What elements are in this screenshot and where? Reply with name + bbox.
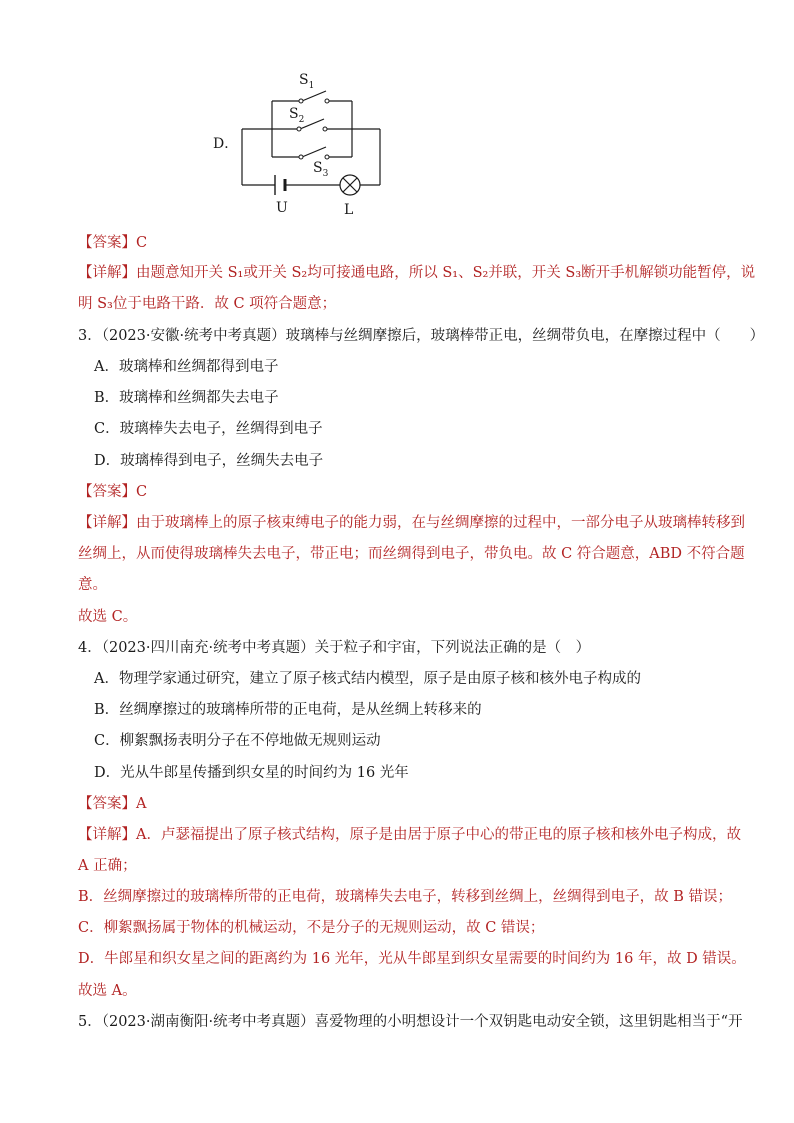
q4-detail-d: D．牛郎星和织女星之间的距离约为 16 光年，光从牛郎星到织女星需要的时间约为 16 年，故 D 错误。 (78, 951, 746, 967)
q3-detail-line3: 意。 (78, 577, 107, 593)
q3-option-d: D．玻璃棒得到电子，丝绸失去电子 (94, 453, 324, 469)
l-label: L (344, 202, 354, 218)
option-d-label: D． (213, 136, 239, 152)
s3-label: $S_3$ (313, 160, 329, 179)
q3-conclusion: 故选 C。 (78, 609, 138, 625)
q4-detail-c: C．柳絮飘扬属于物体的机械运动，不是分子的无规则运动，故 C 错误； (78, 920, 545, 936)
q4-detail-line1: 【详解】A．卢瑟福提出了原子核式结构，原子是由居于原子中心的带正电的原子核和核外电子构成，故 (78, 827, 741, 843)
q4-answer: 【答案】A (78, 796, 147, 812)
q4-detail-b: B．丝绸摩擦过的玻璃棒所带的正电荷，玻璃棒失去电子，转移到丝绸上，丝绸得到电子，故 B 错误； (78, 889, 733, 905)
s1-label: $S_1$ (299, 72, 315, 91)
q4-option-b: B．丝绸摩擦过的玻璃棒所带的正电荷，是从丝绸上转移来的 (94, 702, 482, 718)
u-label: U (276, 200, 288, 216)
s2-label: $S_2$ (289, 106, 305, 125)
q4-option-d: D．光从牛郎星传播到织女星的时间约为 16 光年 (94, 765, 409, 781)
q4-stem: 4．（2023·四川南充·统考中考真题）关于粒子和宇宙，下列说法正确的是（ ） (78, 640, 591, 656)
q2-detail-line2: 明 S₃位于电路干路．故 C 项符合题意； (78, 296, 337, 312)
q4-detail-line2: A 正确； (78, 858, 137, 874)
q5-stem: 5．（2023·湖南衡阳·统考中考真题）喜爱物理的小明想设计一个双钥匙电动安全锁，这里钥匙相当于“开 (78, 1014, 743, 1030)
q3-detail-line1: 【详解】由于玻璃棒上的原子核束缚电子的能力弱，在与丝绸摩擦的过程中，一部分电子从玻璃棒转移到 (78, 515, 745, 531)
q4-option-c: C．柳絮飘扬表明分子在不停地做无规则运动 (94, 733, 381, 749)
q3-detail-line2: 丝绸上，从而使得玻璃棒失去电子，带正电；而丝绸得到电子，带负电。故 C 符合题意，ABD 不符合题 (78, 546, 745, 562)
q3-stem: 3．（2023·安徽·统考中考真题）玻璃棒与丝绸摩擦后，玻璃棒带正电，丝绸带负电，在摩擦过程中（ ） (78, 328, 765, 344)
circuit-wires (242, 91, 380, 185)
q4-option-a: A．物理学家通过研究，建立了原子核式结内模型，原子是由原子核和核外电子构成的 (94, 671, 641, 687)
lamp-symbol (340, 175, 360, 195)
q3-option-b: B．玻璃棒和丝绸都失去电子 (94, 390, 279, 406)
q2-detail-line1: 【详解】由题意知开关 S₁或开关 S₂均可接通电路，所以 S₁、S₂并联，开关 S₃断开手机解锁功能暂停，说 (78, 265, 756, 281)
q2-answer: 【答案】C (78, 235, 148, 251)
q3-answer: 【答案】C (78, 484, 148, 500)
q3-option-a: A．玻璃棒和丝绸都得到电子 (94, 359, 279, 375)
battery-symbol (275, 175, 285, 195)
q3-option-c: C．玻璃棒失去电子，丝绸得到电子 (94, 421, 323, 437)
circuit-diagram (0, 0, 794, 230)
q4-conclusion: 故选 A。 (78, 983, 137, 999)
